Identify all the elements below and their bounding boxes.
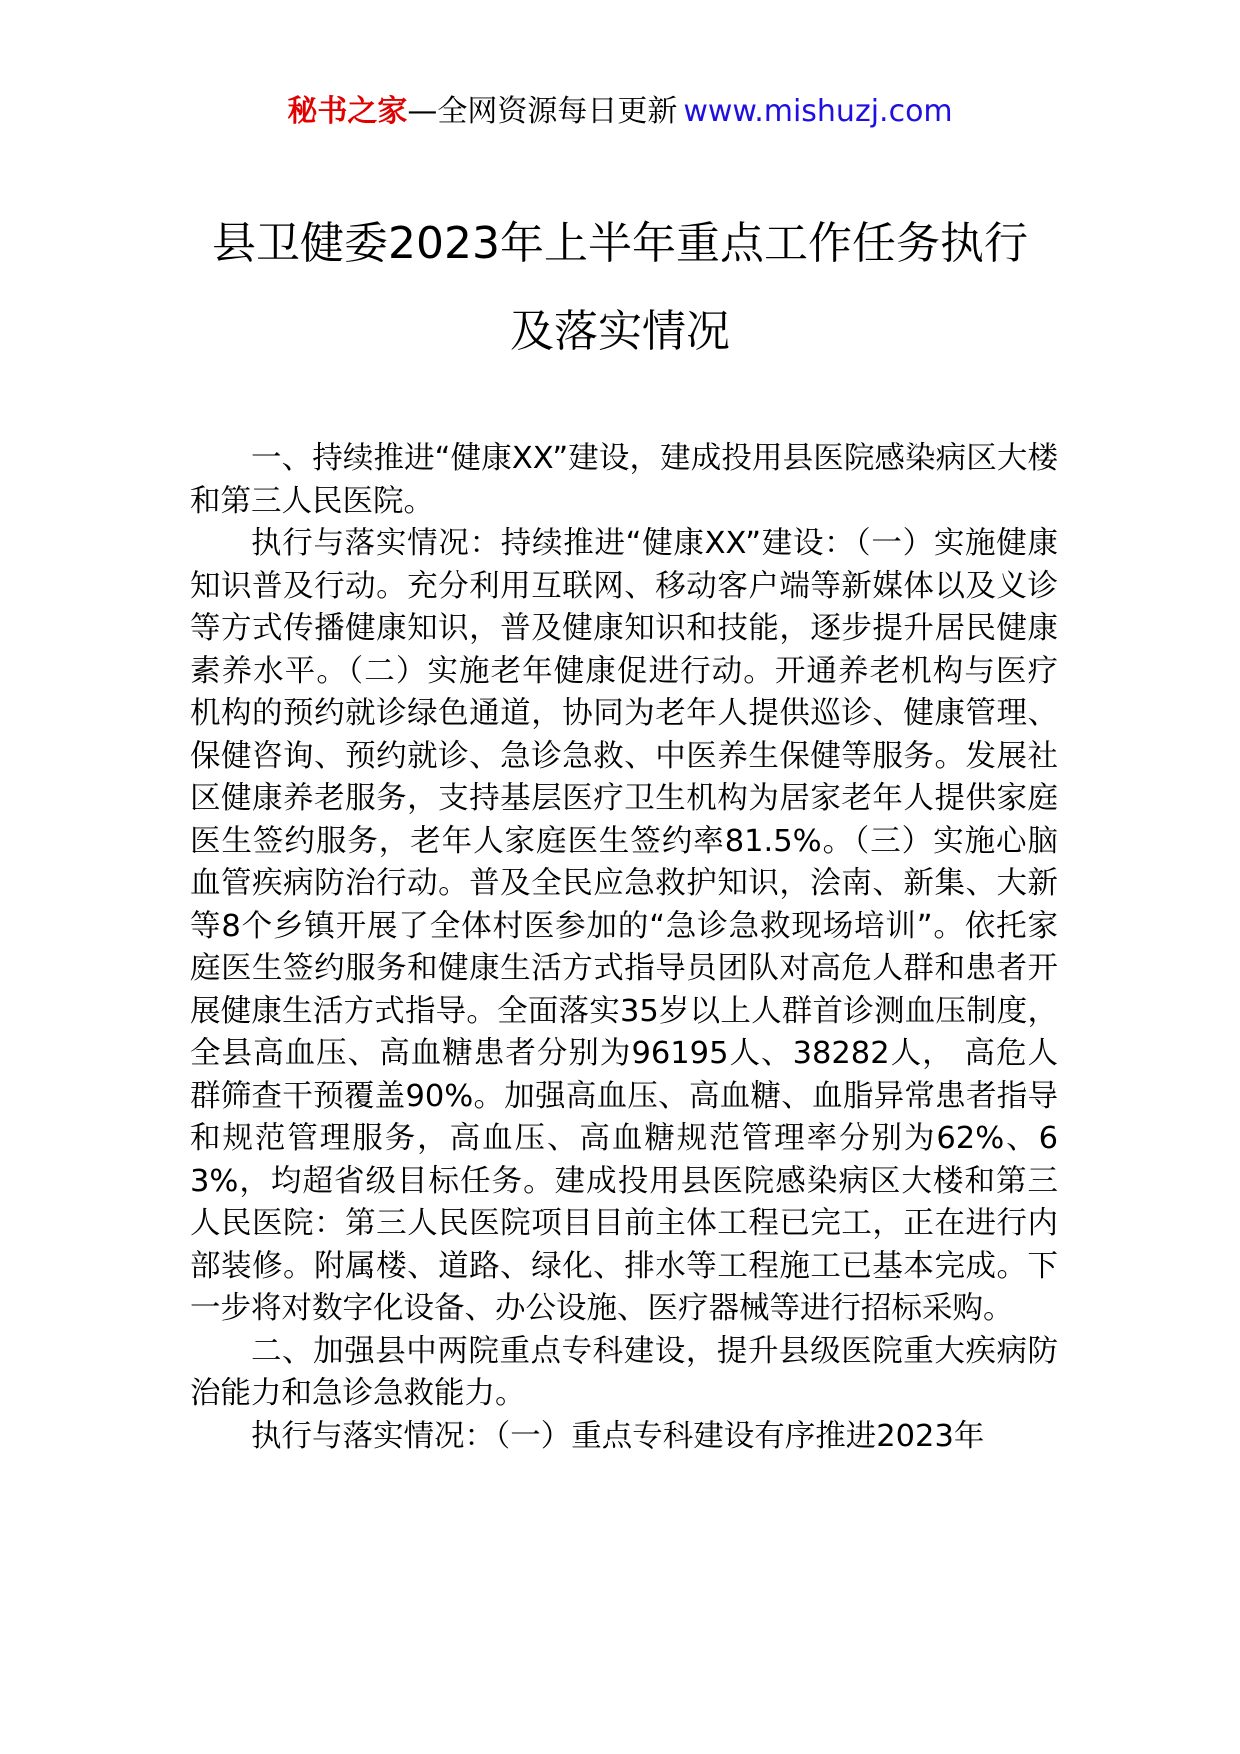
title-line-2: 及落实情况 <box>510 306 730 357</box>
header-slogan: 全网资源每日更新 <box>437 94 678 129</box>
document-body <box>190 438 1058 1458</box>
section-heading-2: 二、加强县中两院重点专科建设，提升县级医院重大疾病防治能力和急诊急救能力。 <box>190 1333 1058 1411</box>
section-body-2: 执行与落实情况：（一）重点专科建设有序推进2023年 <box>251 1418 985 1454</box>
section-heading-1: 一、持续推进“健康XX”建设，建成投用县医院感染病区大楼和第三人民医院。 <box>190 441 1058 519</box>
site-header <box>0 92 1240 132</box>
section-body-1: 执行与落实情况：持续推进“健康XX”建设：（一）实施健康知识普及行动。充分利用互联网、移动客户端等新媒体以及义诊等方式传播健康知识，普及健康知识和技能，逐步提升居民健康素养水平。（二）实施老年健康促进行动。开通养老机构与医疗机构的预约就诊绿色通道，协同为老年人提供巡诊、健康管理、保健咨询、预约就诊、急诊急救、中医养生保健等服务。发展社区健康养老服务，支持基层医疗卫生机构为居家老年人提供家庭医生签约服务，老年人家庭医生签约率81.5%。（三）实施心脑血管疾病防治行动。普及全民应急救护知识，浍南、新集、大新等8个乡镇开展了全体村医参加的“急诊急救现场培训”。依托家庭医生签约服务和健康生活方式指导员团队对高危人群和患者开展健康生活方式指导。全面落实35岁以上人群首诊测血压制度，全县高血压、高血糖患者分别为96195人、38282人， 高危人群筛查干预覆盖90%。加强高血压、高血糖、血脂异常患者指导和规范管理服务，高血压、高血糖规范管理率分别为62%、63%，均超省级目标任务。建成投用县医院感染病区大楼和第三人民医院：第三人民医院项目目前主体工程已完工，正在进行内部装修。附属楼、道路、绿化、排水等工程施工已基本完成。下一步将对数字化设备、办公设施、医疗器械等进行招标采购。 <box>190 526 1058 1326</box>
brand-name: 秘书之家 <box>287 94 408 129</box>
header-dash: — <box>407 94 438 129</box>
title-line-1: 县卫健委2023年上半年重点工作任务执行 <box>212 218 1028 269</box>
document-title <box>0 200 1240 376</box>
site-url-link[interactable]: www.mishuzj.com <box>683 94 953 129</box>
